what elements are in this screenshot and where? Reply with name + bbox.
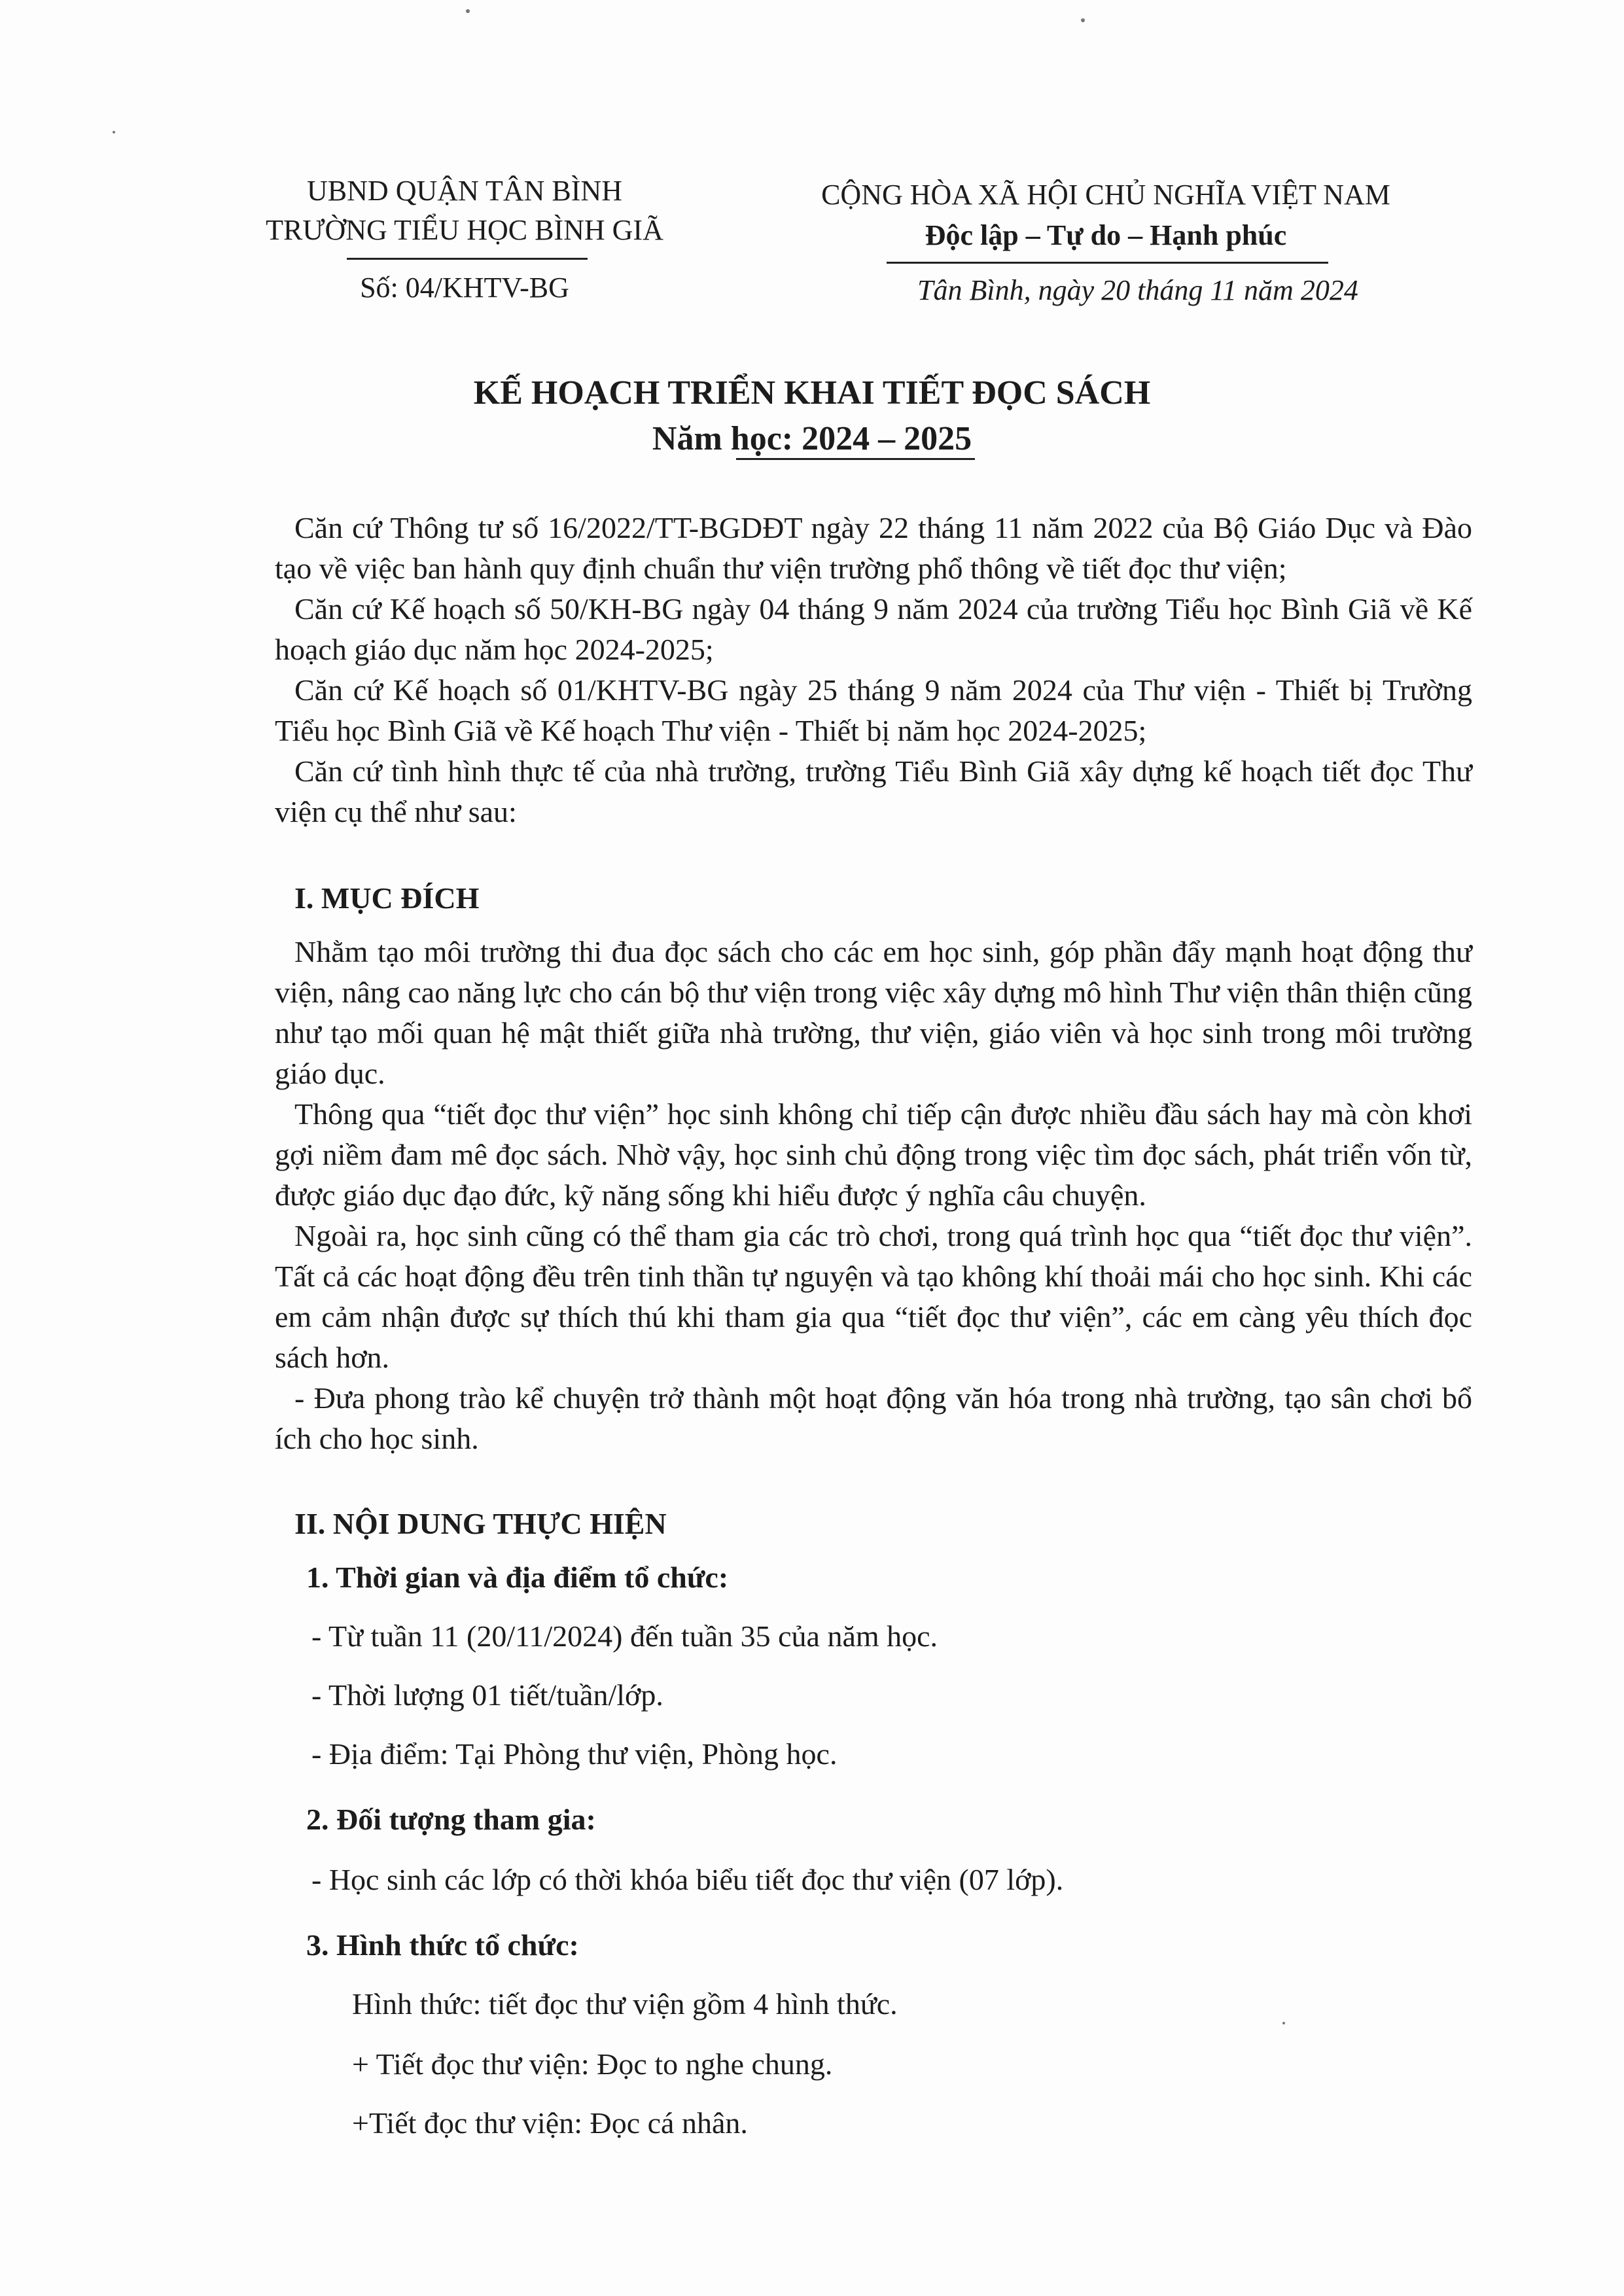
scan-speck [1081,18,1085,22]
section-paragraph: - Đưa phong trào kể chuyện trở thành một hoạt động văn hóa trong nhà trường, tạo sân chơi bổ ích cho học sinh. [275,1381,1472,1455]
preamble-paragraph: Căn cứ Thông tư số 16/2022/TT-BGDĐT ngày 22 tháng 11 năm 2022 của Bộ Giáo Dục và Đào tạo về việc ban hành quy định chuẩn thư viện trường phổ thông về tiết đọc thư viện; [275,511,1472,585]
school-year-underline [736,458,975,460]
section-heading: I. MỤC ĐÍCH [294,881,480,915]
subsection-heading: 1. Thời gian và địa điểm tổ chức: [306,1561,729,1594]
text-line: +Tiết đọc thư viện: Đọc cá nhân. [352,2106,748,2140]
motto-underline [887,262,1328,264]
list-item: - Địa điểm: Tại Phòng thư viện, Phòng học. [311,1737,838,1771]
preamble-paragraph: Căn cứ Kế hoạch số 01/KHTV-BG ngày 25 tháng 9 năm 2024 của Thư viện - Thiết bị Trường Tiểu học Bình Giã về Kế hoạch Thư viện - Thiết bị năm học 2024-2025; [275,673,1472,747]
list-item: - Học sinh các lớp có thời khóa biểu tiết đọc thư viện (07 lớp). [311,1863,1064,1896]
national-motto: Độc lập – Tự do – Hạnh phúc [925,219,1287,251]
national-title: CỘNG HÒA XÃ HỘI CHỦ NGHĨA VIỆT NAM [821,179,1390,211]
scan-speck [113,131,115,133]
subsection-heading: 2. Đối tượng tham gia: [306,1803,596,1836]
section1-body [275,932,1472,1459]
document-title: KẾ HOẠCH TRIỂN KHAI TIẾT ĐỌC SÁCH [473,374,1151,412]
school-name: TRƯỜNG TIỂU HỌC BÌNH GIÃ [266,214,663,246]
subsection-heading: 3. Hình thức tổ chức: [306,1928,579,1962]
scan-speck [1282,2022,1285,2024]
school-year: Năm học: 2024 – 2025 [652,420,972,457]
document-number: Số: 04/KHTV-BG [360,272,569,304]
section-paragraph: Thông qua “tiết đọc thư viện” học sinh không chỉ tiếp cận được nhiều đầu sách hay mà còn khơi gợi niềm đam mê đọc sách. Nhờ vậy, học sinh chủ động trong việc tìm đọc sách, phát triển vốn từ, được giáo dục đạo đức, kỹ năng sống khi hiểu được ý nghĩa câu chuyện. [275,1097,1472,1212]
section-paragraph: Ngoài ra, học sinh cũng có thể tham gia các trò chơi, trong quá trình học qua “tiết đọc thư viện”. Tất cả các hoạt động đều trên tinh thần tự nguyện và tạo không khí thoải mái cho học sinh. Khi các em cảm nhận được sự thích thú khi tham gia qua “tiết đọc thư viện”, các em càng yêu thích đọc sách hơn. [275,1219,1472,1374]
date-line: Tân Bình, ngày 20 tháng 11 năm 2024 [917,274,1358,306]
text-line: Hình thức: tiết đọc thư viện gồm 4 hình thức. [352,1987,898,2021]
preamble-paragraph: Căn cứ tình hình thực tế của nhà trường, trường Tiểu Bình Giã xây dựng kế hoạch tiết đọc Thư viện cụ thể như sau: [275,754,1472,828]
scan-speck [466,9,470,13]
list-item: - Từ tuần 11 (20/11/2024) đến tuần 35 của năm học. [311,1619,938,1653]
preamble-paragraph: Căn cứ Kế hoạch số 50/KH-BG ngày 04 tháng 9 năm 2024 của trường Tiểu học Bình Giã về Kế hoạch giáo dục năm học 2024-2025; [275,592,1472,666]
agency-name: UBND QUẬN TÂN BÌNH [307,175,622,207]
section-paragraph: Nhằm tạo môi trường thi đua đọc sách cho các em học sinh, góp phần đẩy mạnh hoạt động thư viện, nâng cao năng lực cho cán bộ thư viện trong việc xây dựng mô hình Thư viện thân thiện cũng như tạo mối quan hệ mật thiết giữa nhà trường, thư viện, giáo viên và học sinh trong môi trường giáo dục. [275,935,1472,1090]
list-item: - Thời lượng 01 tiết/tuần/lớp. [311,1678,663,1712]
text-line: + Tiết đọc thư viện: Đọc to nghe chung. [352,2047,833,2081]
section-heading: II. NỘI DUNG THỰC HIỆN [294,1507,667,1540]
school-name-underline [347,258,588,260]
preamble [275,508,1472,832]
